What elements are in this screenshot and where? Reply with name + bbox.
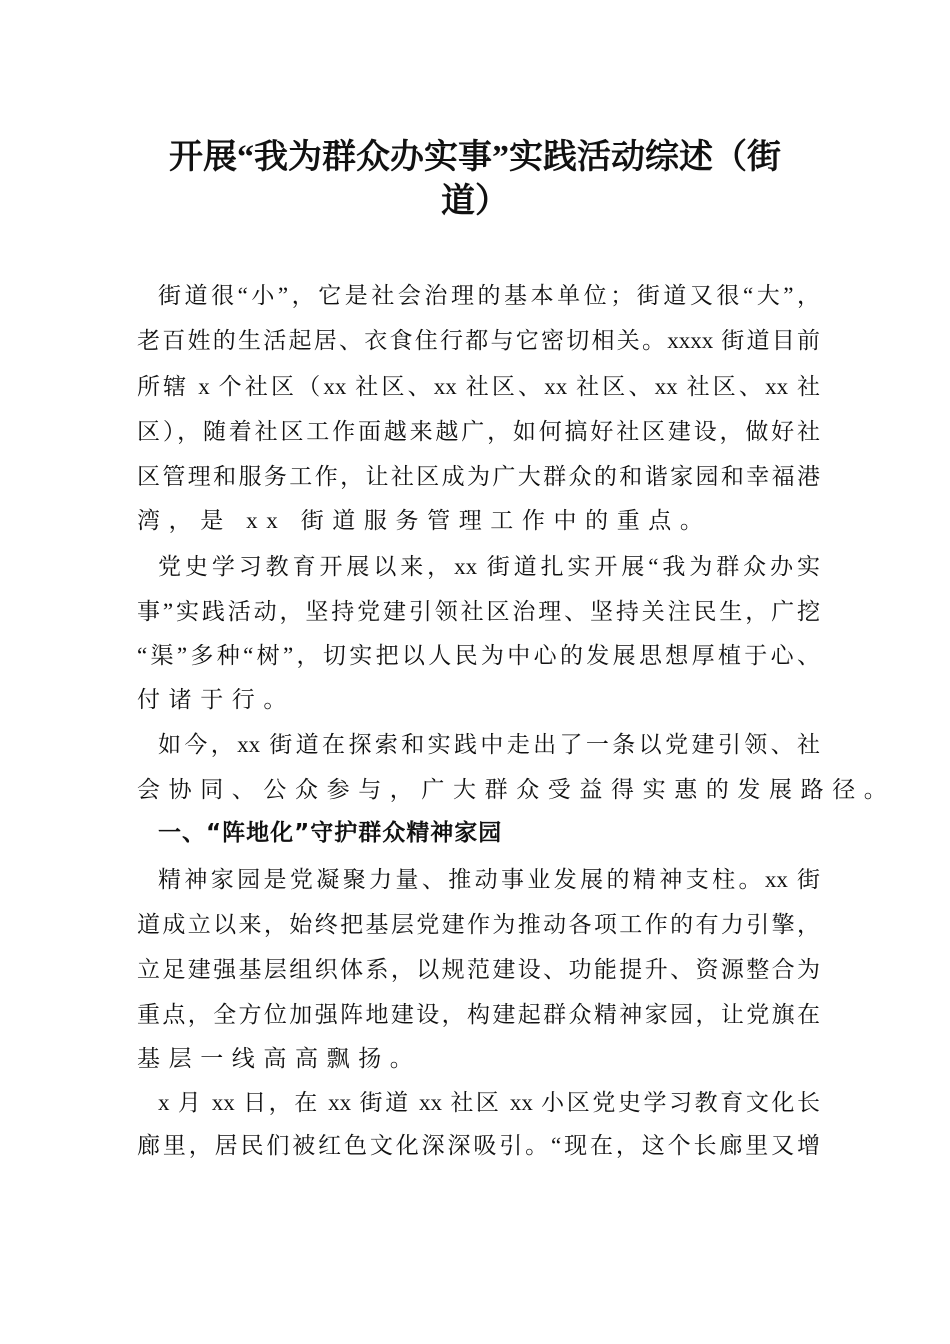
text-line: 区管理和服务工作，让社区成为广大群众的和谐家园和幸福港: [137, 464, 820, 489]
text-line: “渠”多种“树”，切实把以人民为中心的发展思想厚植于心、: [137, 643, 820, 668]
text-line: x 月 xx 日，在 xx 街道 xx 社区 xx 小区党史学习教育文化长: [158, 1090, 820, 1115]
text-line: 街道很“小”，它是社会治理的基本单位；街道又很“大”，: [158, 283, 820, 308]
text-line: 廊里，居民们被红色文化深深吸引。“现在，这个长廊里又增: [137, 1133, 820, 1158]
text-line: 重点，全方位加强阵地建设，构建起群众精神家园，让党旗在: [137, 1002, 820, 1027]
text-line: 道成立以来，始终把基层党建作为推动各项工作的有力引擎，: [137, 912, 820, 937]
text-line: 所辖 x 个社区（xx 社区、xx 社区、xx 社区、xx 社区、xx 社: [137, 374, 820, 399]
section-heading: 一、“阵地化”守护群众精神家园: [158, 820, 503, 846]
text-line: 会协同、公众参与，广大群众受益得实惠的发展路径。: [137, 777, 896, 802]
text-line: 如今，xx 街道在探索和实践中走出了一条以党建引领、社: [158, 732, 820, 757]
text-line: 湾，是 xx 街道服务管理工作中的重点。: [137, 508, 712, 533]
text-line: 立足建强基层组织体系，以规范建设、功能提升、资源整合为: [137, 957, 820, 982]
text-line: 区），随着社区工作面越来越广，如何搞好社区建设，做好社: [137, 419, 820, 444]
document-title-line-2: 道）: [441, 183, 509, 220]
text-line: 精神家园是党凝聚力量、推动事业发展的精神支柱。xx 街: [158, 867, 820, 892]
text-line: 党史学习教育开展以来，xx 街道扎实开展“我为群众办实: [158, 554, 820, 579]
document-title-line-1: 开展“我为群众办实事”实践活动综述（街: [169, 139, 781, 176]
text-line: 事”实践活动，坚持党建引领社区治理、坚持关注民生，广挖: [137, 599, 820, 624]
text-line: 付诸于行。: [137, 687, 295, 712]
text-line: 老百姓的生活起居、衣食住行都与它密切相关。xxxx 街道目前: [137, 328, 820, 353]
text-line: 基层一线高高飘扬。: [137, 1046, 422, 1071]
